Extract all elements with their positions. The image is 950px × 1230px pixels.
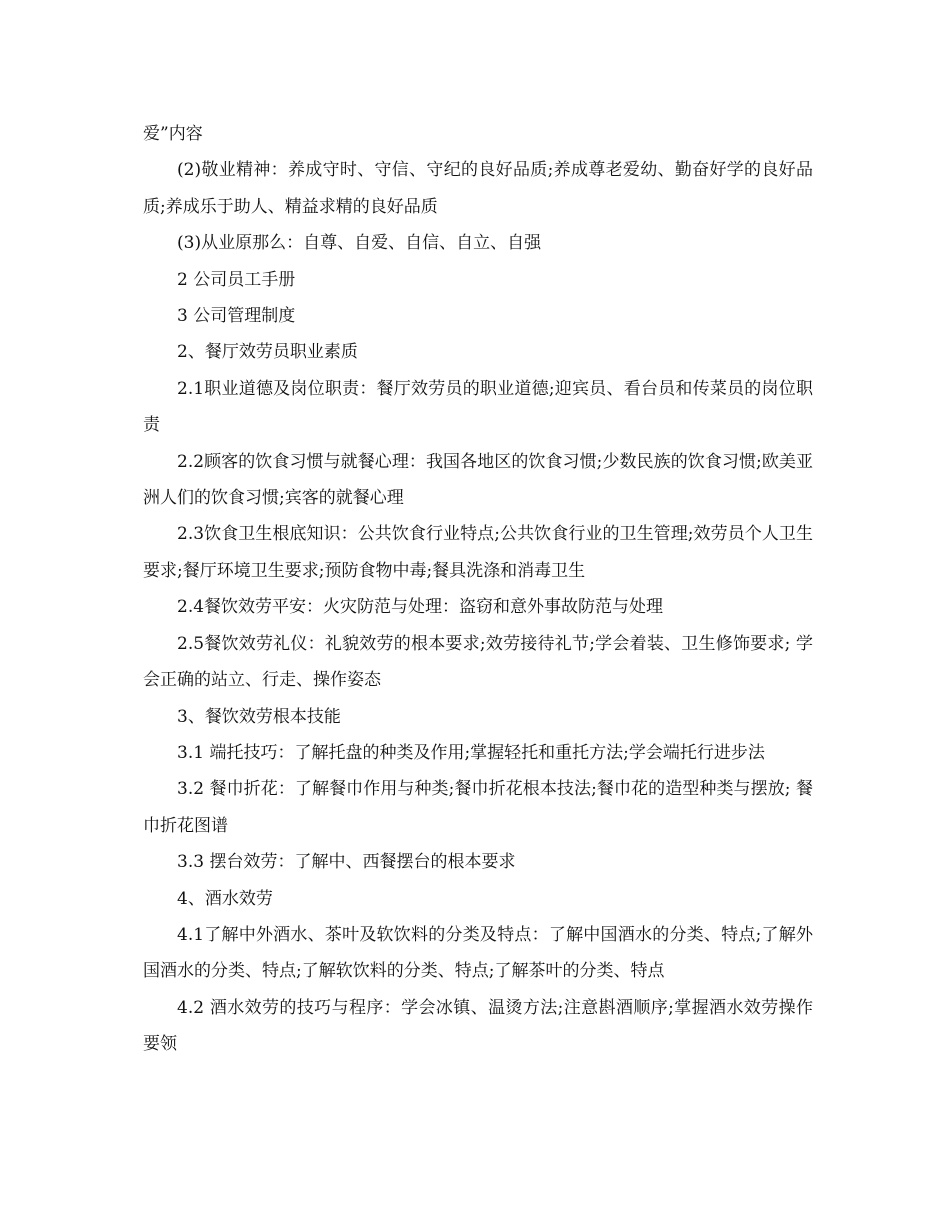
paragraph-dedication: (2)敬业精神：养成守时、守信、守纪的良好品质;养成尊老爱幼、勤奋好学的良好品质;养成乐于助人、精益求精的良好品质 — [143, 160, 813, 217]
paragraph-3-3: 3.3 摆台效劳：了解中、西餐摆台的根本要求 — [177, 852, 516, 873]
paragraph-2-2: 2.2顾客的饮食习惯与就餐心理：我国各地区的饮食习惯;少数民族的饮食习惯;欧美亚洲人们的饮食习惯;宾客的就餐心理 — [143, 451, 813, 509]
paragraph-employee-handbook: 2 公司员工手册 — [177, 269, 296, 290]
paragraph-3-2: 3.2 餐巾折花：了解餐巾作用与种类;餐巾折花根本技法;餐巾花的造型种类与摆放; 餐巾折花图谱 — [143, 779, 813, 836]
paragraph-continuation: 爱”内容 — [143, 124, 203, 144]
paragraph-4-2: 4.2 酒水效劳的技巧与程序：学会冰镇、温烫方法;注意斟酒顺序;掌握酒水效劳操作要领 — [143, 997, 813, 1055]
paragraph-2-4: 2.4餐饮效劳平安：火灾防范与处理：盗窃和意外事故防范与处理 — [177, 597, 664, 618]
paragraph-4-1: 4.1了解中外酒水、茶叶及软饮料的分类及特点：了解中国酒水的分类、特点;了解外国酒水的分类、特点;了解软饮料的分类、特点;了解茶叶的分类、特点 — [143, 924, 813, 982]
section-heading-2: 2、餐厅效劳员职业素质 — [177, 342, 358, 363]
paragraph-2-3: 2.3饮食卫生根底知识：公共饮食行业特点;公共饮食行业的卫生管理;效劳员个人卫生要求;餐厅环境卫生要求;预防食物中毒;餐具洗涤和消毒卫生 — [143, 524, 813, 581]
paragraph-3-1: 3.1 端托技巧：了解托盘的种类及作用;掌握轻托和重托方法;学会端托行进步法 — [177, 742, 765, 763]
paragraph-principles: (3)从业原那么：自尊、自爱、自信、自立、自强 — [177, 233, 542, 254]
paragraph-2-5: 2.5餐饮效劳礼仪：礼貌效劳的根本要求;效劳接待礼节;学会着装、卫生修饰要求; 学会正确的站立、行走、操作姿态 — [143, 633, 813, 691]
section-heading-3: 3、餐饮效劳根本技能 — [177, 706, 341, 727]
section-heading-4: 4、酒水效劳 — [177, 888, 273, 909]
paragraph-management-system: 3 公司管理制度 — [177, 306, 296, 327]
document-body — [143, 116, 813, 1063]
paragraph-2-1: 2.1职业道德及岗位职责：餐厅效劳员的职业道德;迎宾员、看台员和传菜员的岗位职责 — [143, 378, 813, 436]
